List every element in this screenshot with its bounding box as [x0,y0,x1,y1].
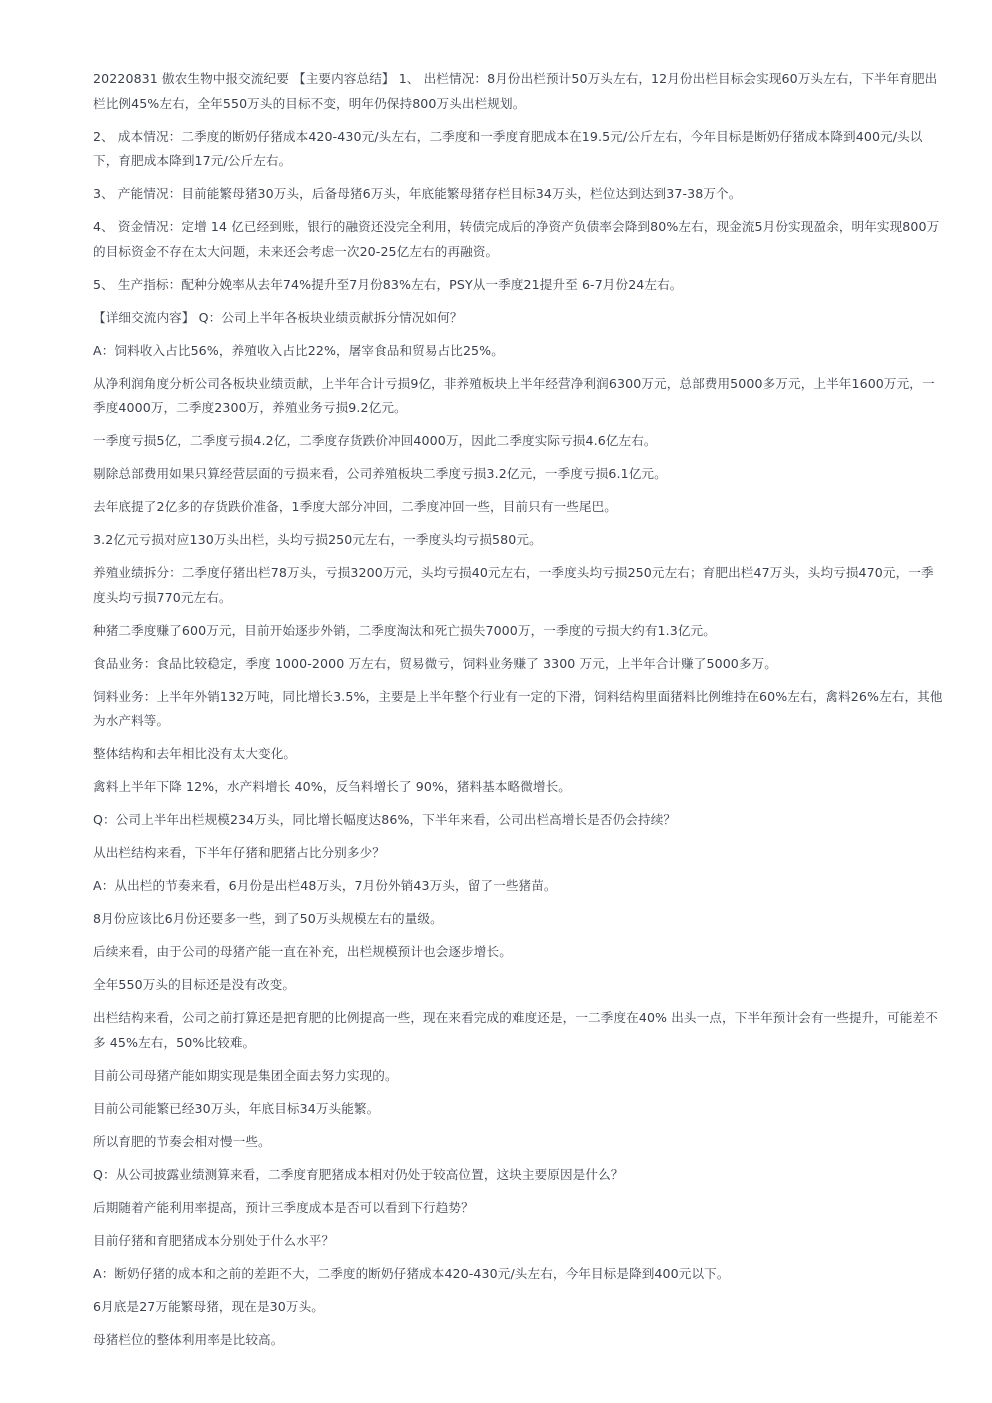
paragraph: 禽料上半年下降 12%，水产料增长 40%，反刍料增长了 90%，猪料基本略微增长。 [93,779,571,794]
paragraph-summary-intro: 20220831 傲农生物中报交流纪要 【主要内容总结】 1、 出栏情况：8月份出栏预计50万头左右，12月份出栏目标会实现60万头左右，下半年育肥出栏比例45%左右，全年550万头的目标不变，明年仍保持800万头出栏规划。 [93,71,938,111]
paragraph: 后期随着产能利用率提高，预计三季度成本是否可以看到下行趋势？ [93,1199,474,1215]
paragraph: 8月份应该比6月份还要多一些，到了50万头规模左右的量级。 [93,911,443,926]
paragraph: 一季度亏损5亿，二季度亏损4.2亿，二季度存货跌价冲回4000万，因此二季度实际亏损4.6亿左右。 [93,433,657,448]
paragraph: 3.2亿元亏损对应130万头出栏，头均亏损250元左右，一季度头均亏损580元。 [93,532,542,547]
paragraph-answer: A：断奶仔猪的成本和之前的差距不大，二季度的断奶仔猪成本420-430元/头左右，今年目标是降到400元以下。 [93,1265,730,1281]
paragraph: 从净利润角度分析公司各板块业绩贡献，上半年合计亏损9亿，非养殖板块上半年经营净利润6300万元，总部费用5000多万元，上半年1600万元，一季度4000万，二季度2300万，养殖业务亏损9.2亿元。 [93,375,935,415]
paragraph: 养殖业绩拆分：二季度仔猪出栏78万头，亏损3200万元，头均亏损40元左右，一季度头均亏损250元左右；育肥出栏47万头，头均亏损470元，一季度头均亏损770元左右。 [93,565,934,605]
paragraph-summary-cost: 2、 成本情况：二季度的断奶仔猪成本420-430元/头左右，二季度和一季度育肥成本在19.5元/公斤左右，今年目标是断奶仔猪成本降到400元/头以下，育肥成本降到17元/公斤左右。 [93,128,923,168]
paragraph: 从出栏结构来看，下半年仔猪和肥猪占比分别多少？ [93,845,385,860]
paragraph-answer: A：从出栏的节奏来看，6月份是出栏48万头，7月份外销43万头，留了一些猪苗。 [93,878,557,893]
paragraph: 目前公司能繁已经30万头，年底目标34万头能繁。 [93,1100,380,1116]
paragraph-summary-funding: 4、 资金情况：定增 14 亿已经到账，银行的融资还没完全利用，转债完成后的净资产负债率会降到80%左右，现金流5月份实现盈余，明年实现800万的目标资金不存在太大问题，未来还会考虑一次20-25亿左右的再融资。 [93,219,940,259]
paragraph: 母猪栏位的整体利用率是比较高。 [93,1331,284,1347]
paragraph: 饲料业务：上半年外销132万吨，同比增长3.5%，主要是上半年整个行业有一定的下滑，饲料结构里面猪料比例维持在60%左右，禽料26%左右，其他为水产料等。 [93,688,943,728]
paragraph-summary-production: 5、 生产指标：配种分娩率从去年74%提升至7月份83%左右，PSY从一季度21提升至 6-7月份24左右。 [93,276,683,292]
paragraph: 整体结构和去年相比没有太大变化。 [93,746,297,761]
paragraph-question: Q：公司上半年出栏规模234万头，同比增长幅度达86%，下半年来看，公司出栏高增长是否仍会持续？ [93,812,677,827]
document-page [93,67,943,1361]
paragraph-question: 【详细交流内容】 Q：公司上半年各板块业绩贡献拆分情况如何？ [93,309,463,325]
paragraph-answer: A：饲料收入占比56%，养殖收入占比22%，屠宰食品和贸易占比25%。 [93,342,504,358]
paragraph: 去年底提了2亿多的存货跌价准备，1季度大部分冲回，二季度冲回一些，目前只有一些尾巴。 [93,499,617,514]
paragraph: 所以育肥的节奏会相对慢一些。 [93,1133,271,1149]
paragraph: 6月底是27万能繁母猪，现在是30万头。 [93,1298,324,1314]
paragraph: 剔除总部费用如果只算经营层面的亏损来看，公司养殖板块二季度亏损3.2亿元，一季度亏损6.1亿元。 [93,466,667,481]
paragraph-question: Q：从公司披露业绩测算来看，二季度育肥猪成本相对仍处于较高位置，这块主要原因是什么？ [93,1166,624,1182]
paragraph: 食品业务：食品比较稳定，季度 1000-2000 万左右，贸易微亏，饲料业务赚了 3300 万元，上半年合计赚了5000多万。 [93,655,777,671]
paragraph: 目前仔猪和育肥猪成本分别处于什么水平？ [93,1232,335,1248]
paragraph: 种猪二季度赚了600万元，目前开始逐步外销，二季度淘汰和死亡损失7000万，一季度的亏损大约有1.3亿元。 [93,622,716,638]
paragraph-summary-capacity: 3、 产能情况：目前能繁母猪30万头，后备母猪6万头，年底能繁母猪存栏目标34万头，栏位达到达到37-38万个。 [93,186,742,201]
paragraph: 目前公司母猪产能如期实现是集团全面去努力实现的。 [93,1067,398,1083]
paragraph: 出栏结构来看，公司之前打算还是把育肥的比例提高一些，现在来看完成的难度还是，一二季度在40% 出头一点，下半年预计会有一些提升，可能差不多 45%左右，50%比较难。 [93,1010,938,1050]
paragraph: 后续来看，由于公司的母猪产能一直在补充，出栏规模预计也会逐步增长。 [93,944,512,959]
paragraph: 全年550万头的目标还是没有改变。 [93,977,296,992]
